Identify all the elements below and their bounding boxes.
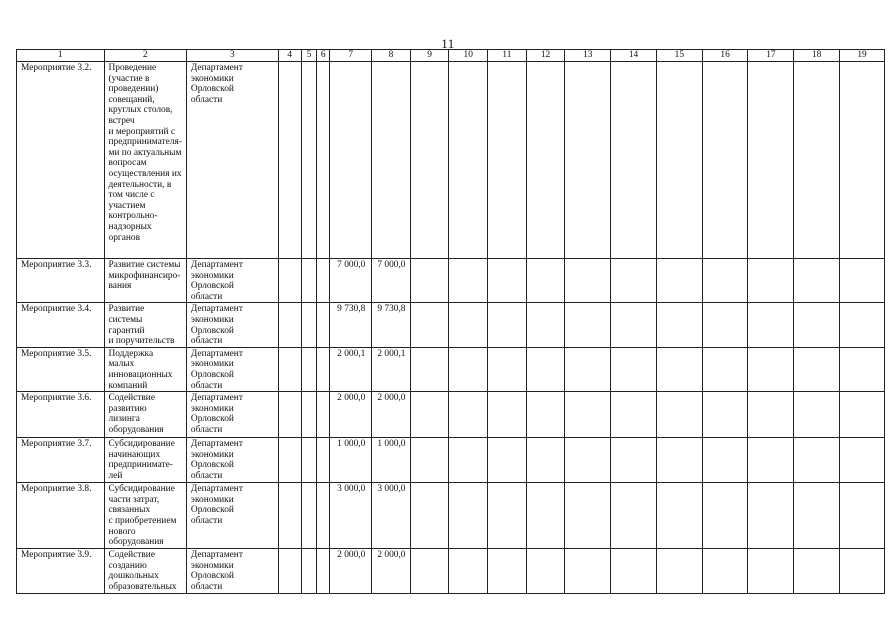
funding-cell-col8: 2 000,0	[372, 549, 411, 594]
empty-cell	[748, 347, 794, 391]
empty-cell	[656, 438, 702, 483]
funding-cell-col7: 2 000,1	[330, 347, 372, 391]
empty-cell	[410, 483, 449, 549]
empty-cell	[526, 438, 565, 483]
empty-cell	[611, 259, 657, 303]
measure-name: Мероприятие 3.3.	[17, 259, 105, 303]
empty-cell	[488, 259, 527, 303]
empty-cell	[794, 347, 840, 391]
empty-cell	[278, 62, 301, 259]
empty-cell	[410, 347, 449, 391]
table-body	[17, 62, 885, 594]
empty-cell	[794, 259, 840, 303]
empty-cell	[748, 259, 794, 303]
empty-cell	[565, 483, 611, 549]
empty-cell	[449, 259, 488, 303]
empty-cell	[702, 62, 748, 259]
funding-cell-col8: 2 000,0	[372, 392, 411, 438]
empty-cell	[449, 549, 488, 594]
empty-cell	[410, 62, 449, 259]
empty-cell	[840, 303, 885, 347]
empty-cell	[565, 392, 611, 438]
empty-cell	[488, 438, 527, 483]
empty-cell	[702, 303, 748, 347]
empty-cell	[840, 62, 885, 259]
table-row	[17, 549, 885, 594]
funding-cell-col7: 3 000,0	[330, 483, 372, 549]
table-row	[17, 62, 885, 259]
empty-cell	[488, 303, 527, 347]
empty-cell	[840, 259, 885, 303]
funding-cell-col8: 7 000,0	[372, 259, 411, 303]
empty-cell	[410, 259, 449, 303]
measure-name: Мероприятие 3.4.	[17, 303, 105, 347]
empty-cell	[794, 549, 840, 594]
empty-cell	[656, 392, 702, 438]
empty-cell	[611, 303, 657, 347]
empty-cell	[748, 62, 794, 259]
measure-description: Поддержка малых инновационных компаний	[104, 347, 186, 391]
empty-cell	[565, 303, 611, 347]
empty-cell	[301, 259, 316, 303]
empty-cell	[840, 483, 885, 549]
empty-cell	[702, 347, 748, 391]
empty-cell	[449, 483, 488, 549]
header-row	[17, 50, 885, 62]
empty-cell	[840, 392, 885, 438]
empty-cell	[565, 438, 611, 483]
measure-description: Развитие системы гарантий и поручительств	[104, 303, 186, 347]
column-header-1: 1	[17, 50, 105, 62]
column-header-13: 13	[565, 50, 611, 62]
funding-cell-col7: 7 000,0	[330, 259, 372, 303]
column-header-16: 16	[702, 50, 748, 62]
empty-cell	[611, 347, 657, 391]
empty-cell	[611, 392, 657, 438]
empty-cell	[278, 549, 301, 594]
empty-cell	[526, 347, 565, 391]
empty-cell	[317, 392, 330, 438]
responsible-executor: Департамент экономики Орловской области	[186, 303, 278, 347]
empty-cell	[410, 392, 449, 438]
column-header-6: 6	[317, 50, 330, 62]
column-header-7: 7	[330, 50, 372, 62]
column-header-5: 5	[301, 50, 316, 62]
empty-cell	[449, 62, 488, 259]
responsible-executor: Департамент экономики Орловской области	[186, 483, 278, 549]
empty-cell	[317, 303, 330, 347]
funding-cell-col8: 1 000,0	[372, 438, 411, 483]
empty-cell	[702, 483, 748, 549]
empty-cell	[840, 347, 885, 391]
empty-cell	[317, 549, 330, 594]
empty-cell	[748, 549, 794, 594]
measure-name: Мероприятие 3.2.	[17, 62, 105, 259]
empty-cell	[656, 483, 702, 549]
table-row	[17, 303, 885, 347]
column-header-12: 12	[526, 50, 565, 62]
column-header-17: 17	[748, 50, 794, 62]
empty-cell	[526, 259, 565, 303]
empty-cell	[656, 259, 702, 303]
column-header-19: 19	[840, 50, 885, 62]
responsible-executor: Департамент экономики Орловской области	[186, 62, 278, 259]
empty-cell	[488, 62, 527, 259]
table-row	[17, 347, 885, 391]
funding-cell-col7: 2 000,0	[330, 549, 372, 594]
funding-cell-col8: 9 730,8	[372, 303, 411, 347]
column-header-4: 4	[278, 50, 301, 62]
empty-cell	[301, 392, 316, 438]
measure-name: Мероприятие 3.5.	[17, 347, 105, 391]
empty-cell	[317, 438, 330, 483]
empty-cell	[526, 62, 565, 259]
empty-cell	[488, 483, 527, 549]
empty-cell	[794, 303, 840, 347]
empty-cell	[565, 549, 611, 594]
empty-cell	[794, 438, 840, 483]
empty-cell	[565, 62, 611, 259]
table-row	[17, 438, 885, 483]
empty-cell	[656, 303, 702, 347]
measure-name: Мероприятие 3.6.	[17, 392, 105, 438]
empty-cell	[410, 438, 449, 483]
empty-cell	[611, 438, 657, 483]
empty-cell	[840, 438, 885, 483]
empty-cell	[748, 438, 794, 483]
empty-cell	[794, 483, 840, 549]
empty-cell	[278, 438, 301, 483]
empty-cell	[301, 549, 316, 594]
funding-cell-col8: 3 000,0	[372, 483, 411, 549]
empty-cell	[748, 392, 794, 438]
column-header-8: 8	[372, 50, 411, 62]
measure-description: Содействие созданию дошкольных образовательных	[104, 549, 186, 594]
funding-cell-col8: 2 000,1	[372, 347, 411, 391]
empty-cell	[449, 303, 488, 347]
empty-cell	[565, 259, 611, 303]
empty-cell	[488, 347, 527, 391]
empty-cell	[410, 303, 449, 347]
funding-cell-col8	[372, 62, 411, 259]
empty-cell	[317, 483, 330, 549]
empty-cell	[278, 392, 301, 438]
empty-cell	[794, 62, 840, 259]
empty-cell	[301, 438, 316, 483]
empty-cell	[840, 549, 885, 594]
funding-cell-col7: 2 000,0	[330, 392, 372, 438]
empty-cell	[301, 62, 316, 259]
empty-cell	[656, 62, 702, 259]
empty-cell	[301, 303, 316, 347]
empty-cell	[656, 347, 702, 391]
column-header-18: 18	[794, 50, 840, 62]
empty-cell	[565, 347, 611, 391]
empty-cell	[317, 259, 330, 303]
empty-cell	[656, 549, 702, 594]
empty-cell	[449, 347, 488, 391]
measure-name: Мероприятие 3.9.	[17, 549, 105, 594]
empty-cell	[526, 392, 565, 438]
empty-cell	[410, 549, 449, 594]
empty-cell	[278, 347, 301, 391]
responsible-executor: Департамент экономики Орловской области	[186, 259, 278, 303]
column-header-11: 11	[488, 50, 527, 62]
table-row	[17, 483, 885, 549]
empty-cell	[449, 438, 488, 483]
measure-name: Мероприятие 3.8.	[17, 483, 105, 549]
empty-cell	[301, 483, 316, 549]
empty-cell	[317, 62, 330, 259]
empty-cell	[748, 303, 794, 347]
empty-cell	[278, 259, 301, 303]
column-header-15: 15	[656, 50, 702, 62]
column-header-9: 9	[410, 50, 449, 62]
empty-cell	[702, 438, 748, 483]
empty-cell	[278, 303, 301, 347]
empty-cell	[278, 483, 301, 549]
measure-description: Проведение (участие в проведении) совещаний, круглых столов, встреч и мероприятий с предпринимателя- ми по актуальным вопросам осуществления их деятельности, в том числе с участием контрольно- надзорных органов	[104, 62, 186, 259]
measure-description: Субсидирование части затрат, связанных с приобретением нового оборудования	[104, 483, 186, 549]
responsible-executor: Департамент экономики Орловской области	[186, 392, 278, 438]
table-header	[17, 50, 885, 62]
empty-cell	[301, 347, 316, 391]
empty-cell	[611, 483, 657, 549]
empty-cell	[794, 392, 840, 438]
measure-description: Развитие системы микрофинансиро- вания	[104, 259, 186, 303]
column-header-3: 3	[186, 50, 278, 62]
empty-cell	[611, 62, 657, 259]
empty-cell	[488, 549, 527, 594]
responsible-executor: Департамент экономики Орловской области	[186, 438, 278, 483]
empty-cell	[702, 259, 748, 303]
empty-cell	[526, 303, 565, 347]
empty-cell	[449, 392, 488, 438]
measure-name: Мероприятие 3.7.	[17, 438, 105, 483]
measure-description: Субсидирование начинающих предпринимате- лей	[104, 438, 186, 483]
empty-cell	[748, 483, 794, 549]
page-number: 11	[441, 36, 455, 51]
measures-table	[16, 49, 885, 594]
empty-cell	[702, 392, 748, 438]
funding-cell-col7	[330, 62, 372, 259]
empty-cell	[526, 483, 565, 549]
funding-cell-col7: 9 730,8	[330, 303, 372, 347]
column-header-14: 14	[611, 50, 657, 62]
column-header-2: 2	[104, 50, 186, 62]
empty-cell	[317, 347, 330, 391]
empty-cell	[611, 549, 657, 594]
table-row	[17, 392, 885, 438]
measure-description: Содействие развитию лизинга оборудования	[104, 392, 186, 438]
empty-cell	[488, 392, 527, 438]
column-header-10: 10	[449, 50, 488, 62]
responsible-executor: Департамент экономики Орловской области	[186, 549, 278, 594]
funding-cell-col7: 1 000,0	[330, 438, 372, 483]
responsible-executor: Департамент экономики Орловской области	[186, 347, 278, 391]
empty-cell	[702, 549, 748, 594]
table-row	[17, 259, 885, 303]
empty-cell	[526, 549, 565, 594]
